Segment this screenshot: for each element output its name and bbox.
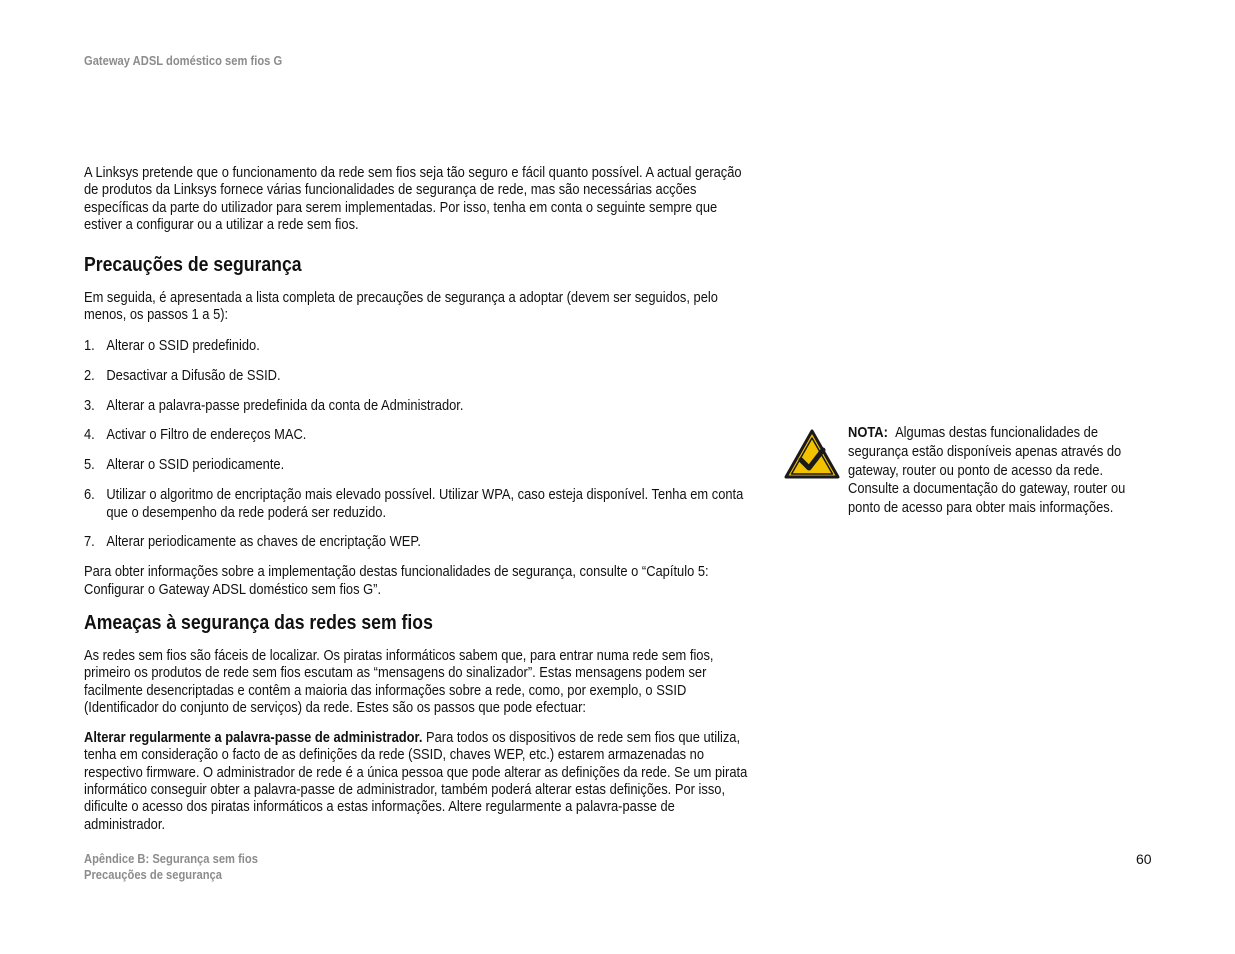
running-footer-inner — [84, 851, 258, 883]
list-item — [84, 397, 755, 414]
footer-chapter: Apêndice B: Segurança sem fios — [84, 851, 258, 866]
list-item-number: 7. — [84, 533, 95, 551]
list-item — [84, 486, 755, 521]
precautions-lead: Em seguida, é apresentada a lista completa de precauções de segurança a adoptar (devem ser seguidos, pelo menos, os passos 1 a 5): — [84, 289, 718, 324]
list-item — [84, 367, 755, 384]
threats-lead: As redes sem fios são fáceis de localizar. Os piratas informáticos sabem que, para entrar numa rede sem fios, primeiro os produtos de rede sem fios escutam as “mensagens do sinalizador”. Estas mensagens podem ser facilmente desencriptadas e contêm a maioria das informações sobre a rede, como, por exemplo, o SSID (Identificador do conjunto de serviços) da rede. Estes são os passos que pode efectuar: — [84, 646, 714, 716]
precautions-closing: Para obter informações sobre a implementação destas funcionalidades de segurança, consulte o “Capítulo 5: Configurar o Gateway ADSL doméstico sem fios G”. — [84, 563, 709, 598]
list-item-number: 6. — [84, 486, 95, 504]
intro-paragraph: A Linksys pretende que o funcionamento da rede sem fios seja tão seguro e fácil quanto possível. A actual geração de produtos da Linksys fornece várias funcionalidades de segurança de rede, mas são necessárias acções específicas da parte do utilizador para serem implementadas. Por isso, tenha em conta o seguinte sempre que estiver a configurar ou a utilizar a rede sem fios. — [84, 164, 742, 233]
running-header — [84, 53, 314, 68]
note-text-inner — [848, 424, 1145, 518]
threats-tip — [84, 729, 755, 833]
list-item-text: Desactivar a Difusão de SSID. — [106, 366, 281, 384]
running-footer — [84, 851, 286, 883]
precautions-list — [84, 337, 755, 551]
list-item — [84, 426, 755, 443]
list-item — [84, 533, 755, 550]
list-item-number: 5. — [84, 456, 95, 474]
list-item-number: 3. — [84, 396, 95, 414]
list-item-number: 4. — [84, 426, 95, 444]
section-heading-precautions: Precauções de segurança — [84, 253, 302, 277]
list-item-text: Alterar o SSID predefinido. — [106, 336, 260, 354]
list-item — [84, 337, 755, 354]
main-content — [84, 164, 864, 833]
note-label: NOTA: — [848, 424, 888, 441]
list-item-text: Alterar o SSID periodicamente. — [106, 456, 285, 474]
checkmark-warning-icon — [784, 429, 840, 479]
list-item-text: Alterar periodicamente as chaves de encriptação WEP. — [106, 533, 421, 551]
page-number: 60 — [1136, 851, 1152, 867]
list-item — [84, 456, 755, 473]
threats-tip-text: Para todos os dispositivos de rede sem fios que utiliza, tenha em consideração o facto de as definições da rede (SSID, chaves WEP, etc.) estarem armazenadas no respectivo firmware. O administrador de rede é a única pessoa que pode alterar as definições da rede. Se um pirata informático conseguir obter a palavra-passe de administrador, também poderá alterar estas definições. Por isso, dificulte o acesso dos piratas informáticos a estas informações. Altere regularmente a palavra-passe de administrador. — [84, 729, 748, 833]
list-item-number: 2. — [84, 366, 95, 384]
list-item-text: Utilizar o algoritmo de encriptação mais elevado possível. Utilizar WPA, caso esteja disponível. Tenha em conta que o desempenho da rede poderá ser reduzido. — [106, 486, 744, 521]
list-item-text: Activar o Filtro de endereços MAC. — [106, 426, 307, 444]
list-item-text: Alterar a palavra-passe predefinida da conta de Administrador. — [106, 396, 464, 414]
threats-tip-title: Alterar regularmente a palavra-passe de administrador. — [84, 729, 423, 747]
list-item-number: 1. — [84, 336, 95, 354]
footer-section: Precauções de segurança — [84, 867, 222, 882]
note-body: Algumas destas funcionalidades de segurança estão disponíveis apenas através do gateway, router ou ponto de acesso da rede. Consulte a documentação do gateway, router ou ponto de acesso para obter mais informações. — [848, 424, 1126, 517]
running-header-title: Gateway ADSL doméstico sem fios G — [84, 53, 283, 68]
section-heading-threats: Ameaças à segurança das redes sem fios — [84, 610, 433, 634]
main-content-inner — [84, 164, 755, 833]
note-text-box — [848, 424, 1193, 518]
